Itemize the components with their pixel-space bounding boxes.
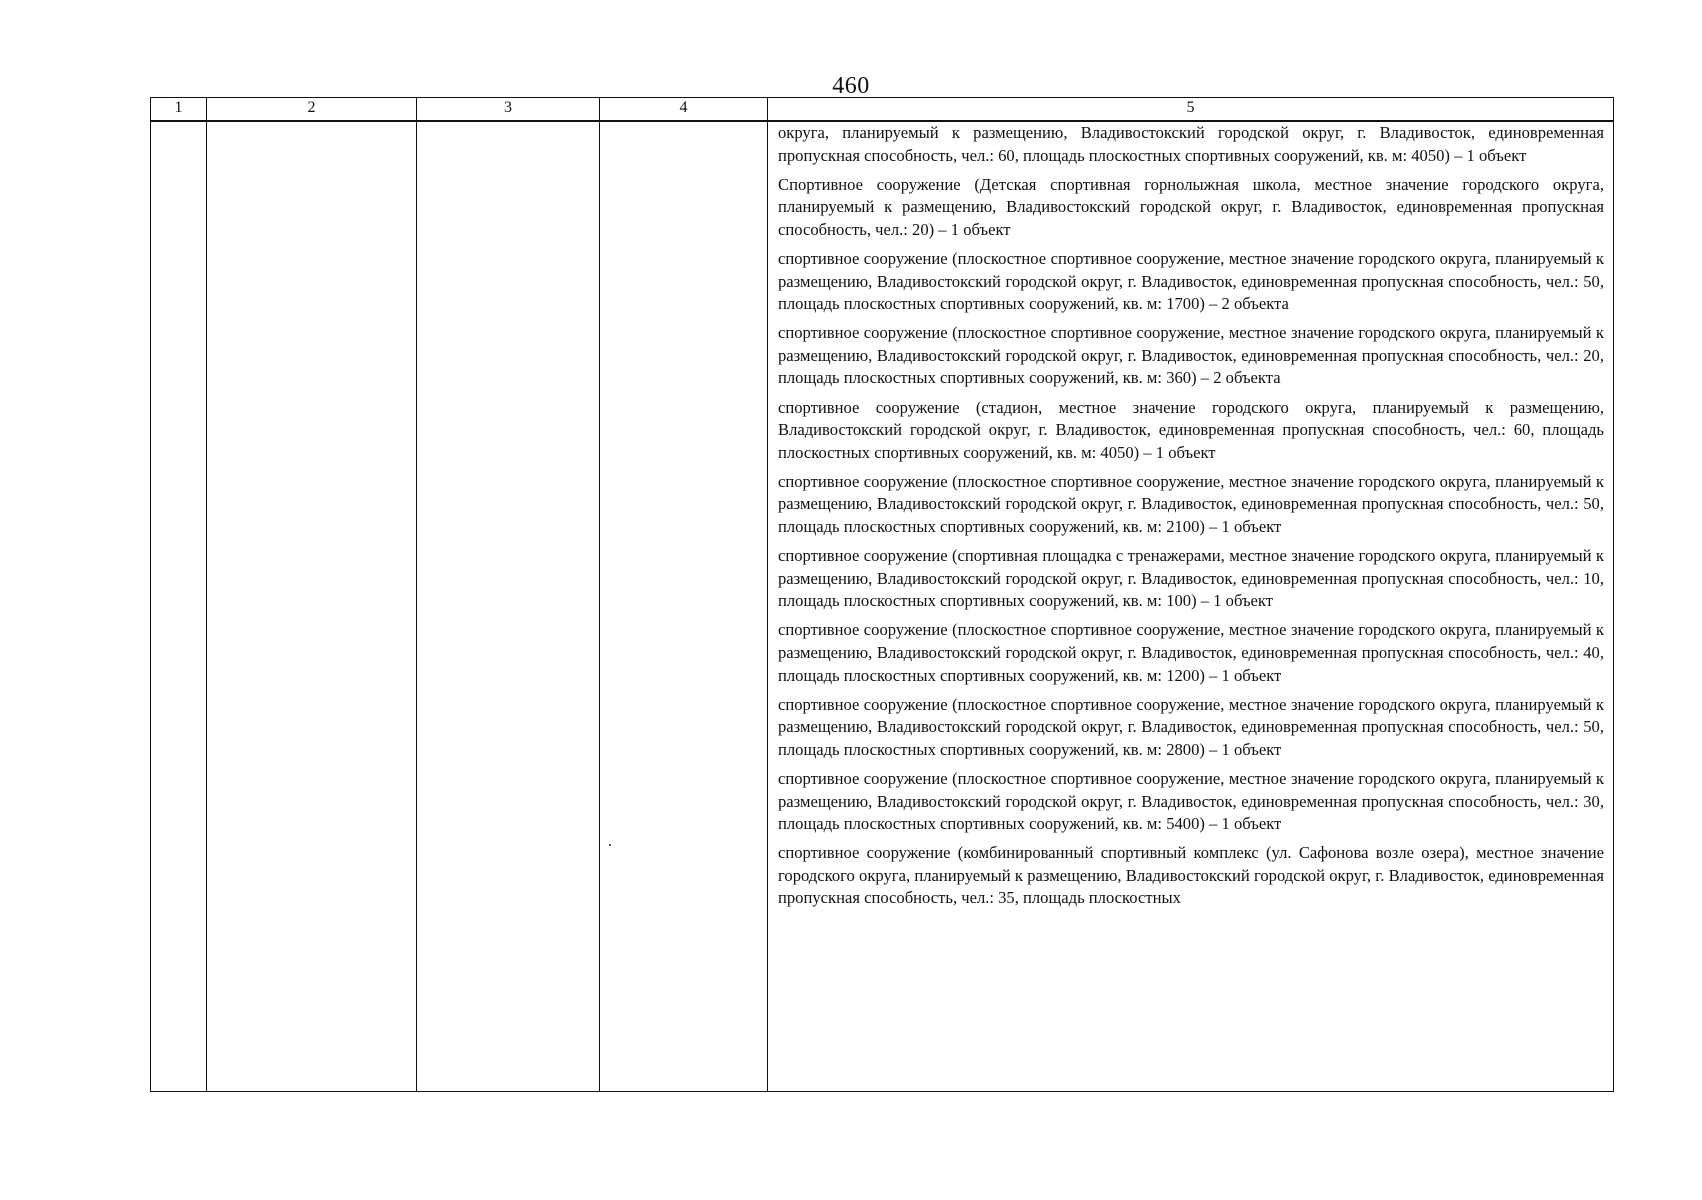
facility-entry: спортивное сооружение (спортивная площадка с тренажерами, местное значение городского округа, планируемый к размещению, Владивостокский городской округ, г. Владивосток, единовременная пропускная способность, чел.: 10, площадь плоскостных спортивных сооружений, кв. м: 100) – 1 объект xyxy=(778,546,1604,611)
facility-entry: спортивное сооружение (плоскостное спортивное сооружение, местное значение городского округа, планируемый к размещению, Владивостокский городской округ, г. Владивосток, единовременная пропускная способность, чел.: 50, площадь плоскостных спортивных сооружений, кв. м: 2800) – 1 объект xyxy=(778,694,1604,759)
facility-entry: спортивное сооружение (плоскостное спортивное сооружение, местное значение городского округа, планируемый к размещению, Владивостокский городской округ, г. Владивосток, единовременная пропускная способность, чел.: 30, площадь плоскостных спортивных сооружений, кв. м: 5400) – 1 объект xyxy=(778,768,1604,834)
header-row xyxy=(151,98,1614,122)
facility-entry: спортивное сооружение (плоскостное спортивное сооружение, местное значение городского округа, планируемый к размещению, Владивостокский городской округ, г. Владивосток, единовременная пропускная способность, чел.: 50, площадь плоскостных спортивных сооружений, кв. м: 1700) – 2 объекта xyxy=(778,248,1604,314)
facility-entry: Спортивное сооружение (Детская спортивная горнолыжная школа, местное значение городского округа, планируемый к размещению, Владивостокский городской округ, г. Владивосток, единовременная пропускная способность, чел.: 20) – 1 объект xyxy=(778,174,1604,239)
facility-entry: спортивное сооружение (стадион, местное значение городского округа, планируемый к размещению, Владивостокский городской округ, г. Владивосток, единовременная пропускная способность, чел.: 60, площадь плоскостных спортивных сооружений, кв. м: 4050) – 1 объект xyxy=(778,397,1604,462)
facility-entry: спортивное сооружение (плоскостное спортивное сооружение, местное значение городского округа, планируемый к размещению, Владивостокский городской округ, г. Владивосток, единовременная пропускная способность, чел.: 50, площадь плоскостных спортивных сооружений, кв. м: 2100) – 1 объект xyxy=(778,471,1604,536)
cell-col-1 xyxy=(151,121,207,1092)
table-row xyxy=(151,121,1614,1092)
header-col-2: 2 xyxy=(207,98,417,122)
scan-speck xyxy=(609,844,611,846)
page-number: 460 xyxy=(832,73,870,99)
header-col-3: 3 xyxy=(417,98,600,122)
facility-entry: округа, планируемый к размещению, Владивостокский городской округ, г. Владивосток, единовременная пропускная способность, чел.: 60, площадь плоскостных спортивных сооружений, кв. м: 4050) – 1 объект xyxy=(778,123,1604,165)
cell-col-3 xyxy=(417,121,600,1092)
facility-entry: спортивное сооружение (плоскостное спортивное сооружение, местное значение городского округа, планируемый к размещению, Владивостокский городской округ, г. Владивосток, единовременная пропускная способность, чел.: 20, площадь плоскостных спортивных сооружений, кв. м: 360) – 2 объекта xyxy=(778,323,1604,388)
facility-entry: спортивное сооружение (комбинированный спортивный комплекс (ул. Сафонова возле озера), местное значение городского округа, планируемый к размещению, Владивостокский городской округ, г. Владивосток, единовременная пропускная способность, чел.: 35, площадь плоскостных xyxy=(778,843,1604,908)
cell-col-2 xyxy=(207,121,417,1092)
header-col-5: 5 xyxy=(768,98,1614,122)
document-table xyxy=(150,97,1614,1092)
facility-entry: спортивное сооружение (плоскостное спортивное сооружение, местное значение городского округа, планируемый к размещению, Владивостокский городской округ, г. Владивосток, единовременная пропускная способность, чел.: 40, площадь плоскостных спортивных сооружений, кв. м: 1200) – 1 объект xyxy=(778,620,1604,685)
cell-col-4 xyxy=(600,121,768,1092)
header-col-1: 1 xyxy=(151,98,207,122)
cell-col-5 xyxy=(768,121,1614,1092)
header-col-4: 4 xyxy=(600,98,768,122)
